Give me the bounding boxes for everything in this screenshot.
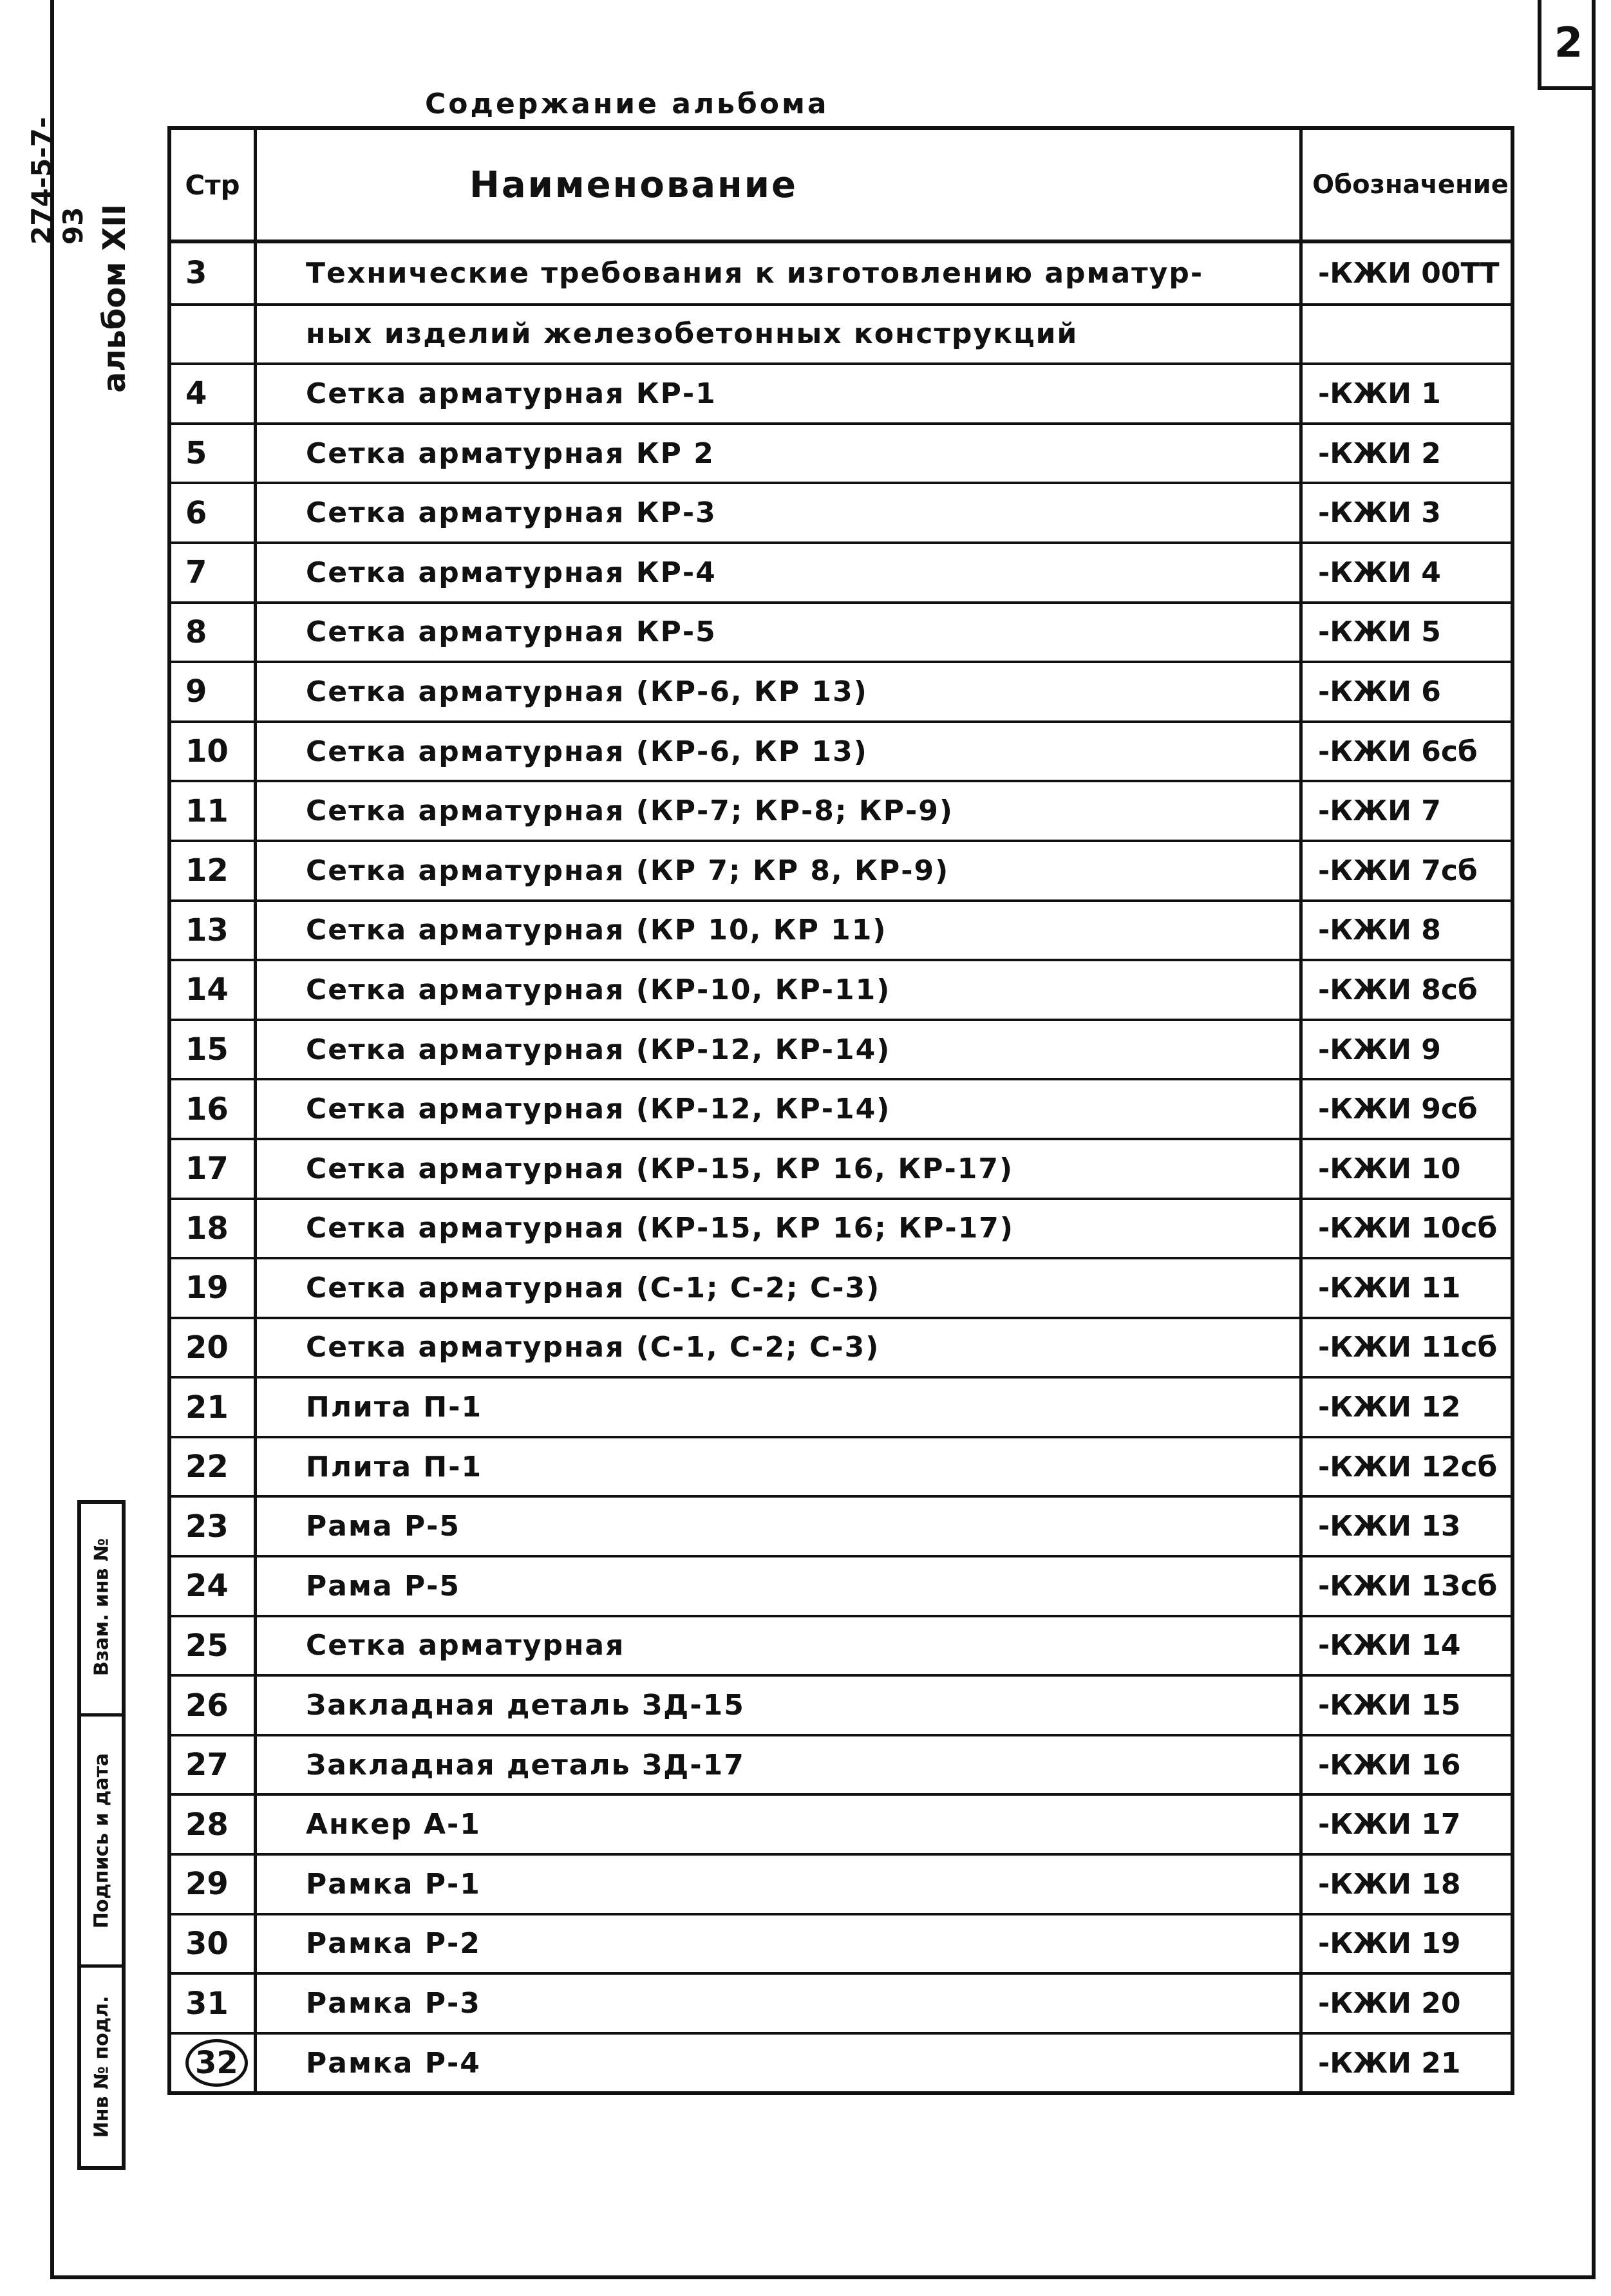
row-page-value: 18 bbox=[185, 1210, 229, 1247]
row-name: Сетка арматурная КР 2 bbox=[254, 425, 1299, 482]
table-row bbox=[171, 1674, 1511, 1734]
table-row bbox=[171, 1198, 1511, 1257]
table-row bbox=[171, 541, 1511, 601]
row-page-value: 17 bbox=[185, 1151, 229, 1187]
stamp-replace-inv: Взам. инв № bbox=[90, 1538, 113, 1677]
row-page bbox=[171, 1319, 254, 1377]
row-name: Сетка арматурная (КР-6, КР 13) bbox=[254, 663, 1299, 720]
row-page bbox=[171, 365, 254, 422]
row-code: -КЖИ 14 bbox=[1299, 1617, 1518, 1675]
table-row bbox=[171, 720, 1511, 780]
page-number: 2 bbox=[1538, 0, 1596, 90]
row-code: -КЖИ 8сб bbox=[1299, 961, 1518, 1019]
row-code: -КЖИ 19 bbox=[1299, 1915, 1518, 1973]
row-page-value: 6 bbox=[185, 494, 207, 531]
row-page-value: 15 bbox=[185, 1031, 229, 1068]
row-name: Рамка Р-3 bbox=[254, 1975, 1299, 2032]
row-code: -КЖИ 12 bbox=[1299, 1379, 1518, 1436]
row-page-value: 29 bbox=[185, 1866, 229, 1903]
table-row bbox=[171, 422, 1511, 482]
row-page bbox=[171, 842, 254, 899]
header-name: Наименование bbox=[254, 130, 1299, 240]
row-page bbox=[171, 1259, 254, 1317]
row-code: -КЖИ 10сб bbox=[1299, 1200, 1518, 1257]
row-page bbox=[171, 604, 254, 661]
row-page bbox=[171, 306, 254, 363]
row-code: -КЖИ 15 bbox=[1299, 1677, 1518, 1734]
row-page-value: 32 bbox=[185, 2039, 248, 2087]
row-page bbox=[171, 782, 254, 840]
table-row bbox=[171, 1913, 1511, 1973]
row-code: -КЖИ 16 bbox=[1299, 1736, 1518, 1794]
table-row bbox=[171, 661, 1511, 720]
table-row bbox=[171, 1853, 1511, 1913]
table-row bbox=[171, 1734, 1511, 1794]
table-row bbox=[171, 1376, 1511, 1436]
row-name: Сетка арматурная (КР-7; КР-8; КР-9) bbox=[254, 782, 1299, 840]
row-name: Сетка арматурная КР-4 bbox=[254, 544, 1299, 601]
row-name: Рама Р-5 bbox=[254, 1557, 1299, 1615]
table-row bbox=[171, 1317, 1511, 1377]
row-page-value: 8 bbox=[185, 614, 207, 650]
row-page-value: 7 bbox=[185, 554, 207, 591]
table-row bbox=[171, 1138, 1511, 1198]
row-name: Сетка арматурная (КР-15, КР 16; КР-17) bbox=[254, 1200, 1299, 1257]
row-page bbox=[171, 2035, 254, 2092]
row-name: Сетка арматурная КР-3 bbox=[254, 484, 1299, 541]
row-name: Плита П-1 bbox=[254, 1438, 1299, 1496]
row-code: -КЖИ 17 bbox=[1299, 1796, 1518, 1853]
row-code: -КЖИ 12сб bbox=[1299, 1438, 1518, 1496]
table-row bbox=[171, 1495, 1511, 1555]
header-code: Обозначение bbox=[1299, 130, 1518, 240]
row-page bbox=[171, 663, 254, 720]
row-page-value: 22 bbox=[185, 1449, 229, 1485]
row-name: Сетка арматурная КР-1 bbox=[254, 365, 1299, 422]
row-name: Сетка арматурная (КР 7; КР 8, КР-9) bbox=[254, 842, 1299, 899]
row-name: Сетка арматурная (С-1, С-2; С-3) bbox=[254, 1319, 1299, 1377]
row-page bbox=[171, 1438, 254, 1496]
table-row bbox=[171, 1555, 1511, 1615]
row-code: -КЖИ 10 bbox=[1299, 1140, 1518, 1198]
row-page bbox=[171, 1498, 254, 1555]
row-page bbox=[171, 1557, 254, 1615]
row-page-value: 9 bbox=[185, 673, 207, 710]
approval-stamp bbox=[77, 1500, 126, 2170]
table-row bbox=[171, 1257, 1511, 1317]
row-page bbox=[171, 1140, 254, 1198]
row-name: Сетка арматурная КР-5 bbox=[254, 604, 1299, 661]
row-page bbox=[171, 1677, 254, 1734]
row-name: Сетка арматурная (КР-10, КР-11) bbox=[254, 961, 1299, 1019]
row-page-value: 21 bbox=[185, 1389, 229, 1426]
row-page bbox=[171, 902, 254, 959]
row-page-value: 28 bbox=[185, 1806, 229, 1843]
table-row bbox=[171, 1019, 1511, 1078]
row-page bbox=[171, 961, 254, 1019]
row-name: Закладная деталь ЗД-17 bbox=[254, 1736, 1299, 1794]
row-page-value: 31 bbox=[185, 1985, 229, 2022]
stamp-signature-date: Подпись и дата bbox=[81, 1713, 122, 1964]
row-page bbox=[171, 1975, 254, 2032]
table-row bbox=[171, 1436, 1511, 1496]
row-code: -КЖИ 6сб bbox=[1299, 723, 1518, 780]
row-name: Сетка арматурная bbox=[254, 1617, 1299, 1675]
row-name: Рамка Р-4 bbox=[254, 2035, 1299, 2092]
row-page bbox=[171, 243, 254, 303]
album-code: 274-5-7-93 bbox=[26, 117, 89, 245]
row-code: -КЖИ 7сб bbox=[1299, 842, 1518, 899]
row-code: -КЖИ 13 bbox=[1299, 1498, 1518, 1555]
stamp-inv-orig: Инв № подл. bbox=[81, 1964, 122, 2166]
row-page bbox=[171, 1856, 254, 1913]
table-body bbox=[167, 243, 1514, 2095]
row-name: Сетка арматурная (КР-15, КР 16, КР-17) bbox=[254, 1140, 1299, 1198]
table-row bbox=[171, 243, 1511, 303]
row-code: -КЖИ 11сб bbox=[1299, 1319, 1518, 1377]
row-code: -КЖИ 20 bbox=[1299, 1975, 1518, 2032]
row-code: -КЖИ 11 bbox=[1299, 1259, 1518, 1317]
row-code: -КЖИ 18 bbox=[1299, 1856, 1518, 1913]
table-row bbox=[171, 959, 1511, 1019]
album-tag: альбом XII bbox=[97, 203, 133, 393]
table-row bbox=[171, 840, 1511, 899]
row-code: -КЖИ 3 bbox=[1299, 484, 1518, 541]
row-page bbox=[171, 425, 254, 482]
row-name: Сетка арматурная (КР-6, КР 13) bbox=[254, 723, 1299, 780]
table-row bbox=[171, 601, 1511, 661]
row-page bbox=[171, 484, 254, 541]
row-page bbox=[171, 544, 254, 601]
row-code: -КЖИ 5 bbox=[1299, 604, 1518, 661]
row-page-value: 16 bbox=[185, 1091, 229, 1127]
row-page-value: 14 bbox=[185, 972, 229, 1008]
row-code: -КЖИ 7 bbox=[1299, 782, 1518, 840]
row-code: -КЖИ 2 bbox=[1299, 425, 1518, 482]
row-name: Рама Р-5 bbox=[254, 1498, 1299, 1555]
row-page bbox=[171, 1379, 254, 1436]
row-name: ных изделий железобетонных конструкций bbox=[254, 306, 1299, 363]
row-name: Сетка арматурная (КР 10, КР 11) bbox=[254, 902, 1299, 959]
row-page bbox=[171, 1796, 254, 1853]
row-page bbox=[171, 1021, 254, 1078]
table-row bbox=[171, 1972, 1511, 2032]
table-row bbox=[171, 303, 1511, 363]
row-page-value: 10 bbox=[185, 733, 229, 770]
table-row bbox=[171, 1078, 1511, 1138]
table-row bbox=[171, 362, 1511, 422]
row-page-value: 12 bbox=[185, 852, 229, 889]
row-page bbox=[171, 1617, 254, 1675]
row-code: -КЖИ 9 bbox=[1299, 1021, 1518, 1078]
row-code: -КЖИ 9сб bbox=[1299, 1080, 1518, 1138]
table-row bbox=[171, 1615, 1511, 1675]
table-row bbox=[171, 1793, 1511, 1853]
row-page bbox=[171, 723, 254, 780]
row-code: -КЖИ 13сб bbox=[1299, 1557, 1518, 1615]
row-page bbox=[171, 1080, 254, 1138]
table-row bbox=[171, 899, 1511, 959]
row-name: Рамка Р-2 bbox=[254, 1915, 1299, 1973]
row-page-value: 30 bbox=[185, 1925, 229, 1962]
row-code: -КЖИ 4 bbox=[1299, 544, 1518, 601]
table-row bbox=[171, 780, 1511, 840]
document-title: Содержание альбома bbox=[425, 88, 829, 120]
row-page-value: 13 bbox=[185, 912, 229, 948]
row-page-value: 3 bbox=[185, 255, 207, 292]
row-page-value: 5 bbox=[185, 435, 207, 472]
row-name: Рамка Р-1 bbox=[254, 1856, 1299, 1913]
row-code: -КЖИ 1 bbox=[1299, 365, 1518, 422]
row-page-value: 26 bbox=[185, 1687, 229, 1724]
row-name: Сетка арматурная (С-1; С-2; С-3) bbox=[254, 1259, 1299, 1317]
row-page-value: 23 bbox=[185, 1508, 229, 1545]
table-row bbox=[171, 2032, 1511, 2092]
row-page-value: 25 bbox=[185, 1627, 229, 1664]
row-name: Технические требования к изготовлению арматур- bbox=[254, 243, 1299, 303]
row-code: -КЖИ 21 bbox=[1299, 2035, 1518, 2092]
row-name: Анкер А-1 bbox=[254, 1796, 1299, 1853]
row-page-value: 11 bbox=[185, 793, 229, 829]
row-page bbox=[171, 1200, 254, 1257]
row-code: -КЖИ 6 bbox=[1299, 663, 1518, 720]
row-page-value: 20 bbox=[185, 1329, 229, 1366]
row-page bbox=[171, 1915, 254, 1973]
row-code bbox=[1299, 306, 1518, 363]
row-page-value: 27 bbox=[185, 1747, 229, 1783]
row-page-value: 4 bbox=[185, 375, 207, 412]
contents-table bbox=[167, 126, 1514, 2139]
row-name: Плита П-1 bbox=[254, 1379, 1299, 1436]
row-code: -КЖИ 8 bbox=[1299, 902, 1518, 959]
row-page-value: 19 bbox=[185, 1270, 229, 1306]
table-row bbox=[171, 482, 1511, 541]
row-page bbox=[171, 1736, 254, 1794]
row-name: Сетка арматурная (КР-12, КР-14) bbox=[254, 1080, 1299, 1138]
row-page-value: 24 bbox=[185, 1568, 229, 1604]
row-code: -КЖИ 00ТТ bbox=[1299, 243, 1518, 303]
row-name: Сетка арматурная (КР-12, КР-14) bbox=[254, 1021, 1299, 1078]
table-header bbox=[167, 126, 1514, 243]
header-page: Стр bbox=[185, 169, 240, 201]
row-name: Закладная деталь ЗД-15 bbox=[254, 1677, 1299, 1734]
